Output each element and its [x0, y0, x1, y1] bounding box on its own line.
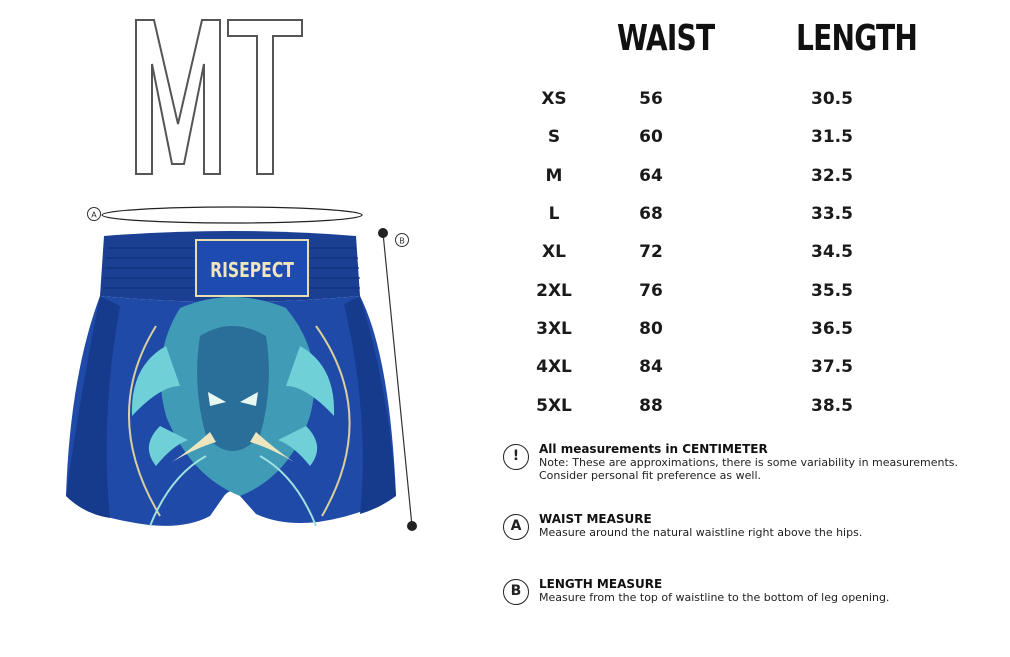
column-header-waist: WAIST: [617, 18, 715, 59]
info-icon: !: [503, 444, 529, 470]
note-line: Note: These are approximations, there is some variability in measurements.: [539, 456, 959, 469]
size-cell: S: [547, 127, 561, 147]
waist-cell: 84: [639, 357, 663, 377]
marker-a-icon: A: [503, 514, 529, 540]
waist-cell: 68: [639, 204, 663, 224]
length-cell: 37.5: [811, 357, 853, 377]
marker-b-icon: B: [503, 579, 529, 605]
table-row: [0, 127, 1010, 157]
note-title: LENGTH MEASURE: [539, 577, 663, 591]
column-header-length: LENGTH: [796, 18, 918, 59]
length-cell: 35.5: [811, 281, 853, 301]
note-title: WAIST MEASURE: [539, 512, 652, 526]
size-cell: L: [548, 204, 560, 224]
note-line: Consider personal fit preference as well.: [539, 469, 762, 482]
size-cell: 3XL: [536, 319, 572, 339]
length-cell: 31.5: [811, 127, 853, 147]
waist-cell: 76: [639, 281, 663, 301]
length-cell: 36.5: [811, 319, 853, 339]
brand-label: RISEPECT: [210, 259, 294, 283]
length-cell: 34.5: [811, 242, 853, 262]
table-row: [0, 242, 1010, 272]
waist-cell: 64: [639, 166, 663, 186]
length-cell: 32.5: [811, 166, 853, 186]
note-line: Measure around the natural waistline right above the hips.: [539, 526, 863, 539]
table-row: [0, 89, 1010, 119]
size-cell: 5XL: [536, 396, 572, 416]
size-cell: XS: [541, 89, 567, 109]
marker-a-label: A: [91, 210, 97, 220]
length-bottom-dot: [407, 521, 417, 531]
length-cell: 30.5: [811, 89, 853, 109]
table-row: [0, 357, 1010, 387]
table-row: [0, 396, 1010, 426]
waist-cell: 80: [639, 319, 663, 339]
table-row: [0, 281, 1010, 311]
table-row: [0, 319, 1010, 349]
table-row: [0, 204, 1010, 234]
size-cell: 2XL: [536, 281, 572, 301]
note-title: All measurements in CENTIMETER: [539, 442, 768, 456]
size-cell: M: [545, 166, 563, 186]
waist-cell: 56: [639, 89, 663, 109]
marker-b-label: B: [399, 236, 405, 246]
note-line: Measure from the top of waistline to the bottom of leg opening.: [539, 591, 890, 604]
length-cell: 33.5: [811, 204, 853, 224]
waist-cell: 72: [639, 242, 663, 262]
size-cell: XL: [542, 242, 566, 262]
waist-cell: 60: [639, 127, 663, 147]
length-cell: 38.5: [811, 396, 853, 416]
waist-cell: 88: [639, 396, 663, 416]
table-row: [0, 166, 1010, 196]
size-cell: 4XL: [536, 357, 572, 377]
